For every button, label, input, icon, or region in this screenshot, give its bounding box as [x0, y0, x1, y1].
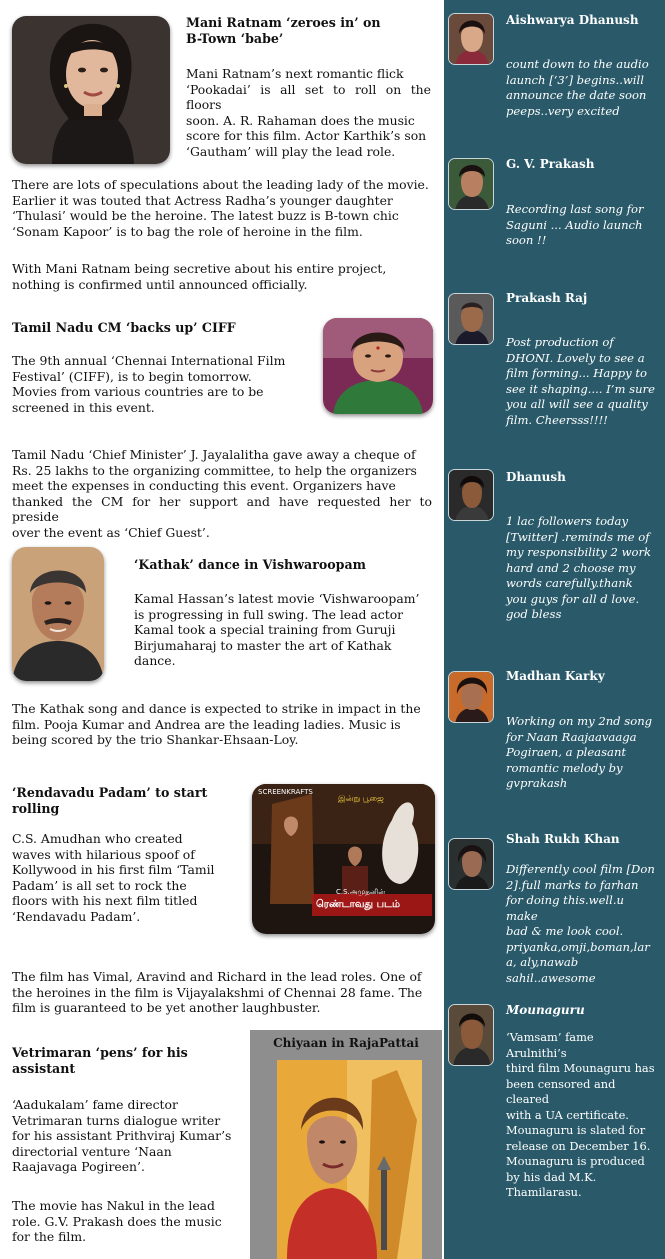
article-paragraph: The Kathak song and dance is expected to strike in impact in the film. Pooja Kumar and Andrea are the leading ladies. Music is being scored by the trio Shankar-Ehsaan-Loy. [12, 701, 421, 748]
poster-director: C.S.அமுதனின் [336, 888, 386, 896]
article-title: Vetrimaran ‘pens’ for his assistant [12, 1045, 188, 1076]
article-title: ‘Rendavadu Padam’ to start rolling [12, 785, 208, 816]
poster-title-tamil: ரெண்டாவது படம் [316, 899, 401, 910]
sonam-kapoor-photo [12, 16, 170, 164]
tweet-text: 1 lac followers today [Twitter] .reminds me of my responsibility 2 work hard and 2 choose my words carefully.thank you guys for all d love. god bless [506, 514, 652, 621]
avatar [448, 13, 494, 65]
avatar [448, 838, 494, 890]
jayalalitha-photo [323, 318, 433, 414]
tweets-sidebar [444, 0, 665, 1259]
avatar [448, 469, 494, 521]
article-title: Mani Ratnam ‘zeroes in’ on B-Town ‘babe’ [186, 15, 381, 46]
chiyaan-poster [277, 1060, 422, 1259]
article-paragraph: With Mani Ratnam being secretive about his entire project, nothing is confirmed until announced officially. [12, 261, 387, 292]
article-paragraph: The movie has Nakul in the lead role. G.V. Prakash does the music for the film. [12, 1198, 222, 1245]
poster-brand: SCREENKRAFTS [258, 788, 313, 796]
tweet-text: Working on my 2nd song for Naan Raajaavaaga Pogiraen, a pleasant romantic melody by gvprakash [506, 714, 653, 790]
tweet-author: G. V. Prakash [506, 157, 595, 171]
tweet-text: count down to the audio launch [‘3’] begins..will announce the date soon peeps..very excited [506, 57, 649, 118]
tweet-author: Prakash Raj [506, 291, 588, 305]
article-title: Tamil Nadu CM ‘backs up’ CIFF [12, 320, 236, 335]
article-title: ‘Kathak’ dance in Vishwaroopam [134, 557, 366, 572]
article-paragraph: Mani Ratnam’s next romantic flick ‘Pookadai’ is all set to roll on the floors soon. A. R. Rahaman does the music score for this film. Actor Karthik’s son ‘Gautham’ will play the lead role. [186, 66, 431, 159]
avatar [448, 1004, 494, 1066]
tweet-author: Aishwarya Dhanush [506, 13, 639, 27]
article-paragraph: There are lots of speculations about the leading lady of the movie. Earlier it was touted that Actress Radha’s younger daughter ‘Thulasi’ would be the heroine. The latest buzz is B-town chic ‘Sonam Kapoor’ is to bag the role of heroine in the film. [12, 177, 429, 239]
tweet-text: ‘Vamsam’ fame Arulnithi’s third film Mounaguru has been censored and cleared with a UA certificate. Mounaguru is slated for release on December 16. Mounaguru is produced by his dad M.K. Thamilarasu. [506, 1030, 655, 1199]
article-paragraph: ‘Aadukalam’ fame director Vetrimaran turns dialogue writer for his assistant Prithviraj Kumar’s directorial venture ‘Naan Raajavaga Pogireen’. [12, 1097, 232, 1175]
article-paragraph: The film has Vimal, Aravind and Richard in the lead roles. One of the heroines in the film is Vijayalakshmi of Chennai 28 fame. The film is guaranteed to be yet another laughbuster. [12, 969, 423, 1016]
avatar [448, 158, 494, 210]
avatar [448, 671, 494, 723]
article-paragraph: Tamil Nadu ‘Chief Minister’ J. Jayalalitha gave away a cheque of Rs. 25 lakhs to the organizing committee, to help the organizers meet the expenses in conducting this event. Organizers have thanked the CM for her support and have requested her to preside over the event as ‘Chief Guest’. [12, 447, 432, 540]
tweet-author: Dhanush [506, 470, 566, 484]
article-paragraph: Kamal Hassan’s latest movie ‘Vishwaroopam’ is progressing in full swing. The lead actor Kamal took a special training from Guruji Birjumaharaj to master the art of Kathak dance. [134, 591, 420, 669]
tweet-author: Shah Rukh Khan [506, 832, 620, 846]
tweet-text: Post production of DHONI. Lovely to see a film forming... Happy to see it shaping.... I’m sure you all will see a quality film. Cheersss!!!! [506, 335, 655, 427]
chiyaan-box [250, 1030, 442, 1259]
tweet-text: Recording last song for Saguni ... Audio launch soon !! [506, 202, 644, 247]
rendavadu-padam-poster [252, 784, 435, 934]
box-title: Chiyaan in RajaPattai [273, 1036, 419, 1050]
tweet-text: Differently cool film [Don 2].full marks to farhan for doing this.well.u make bad & me look cool. priyanka,omji,boman,lar a, aly,nawab sahil..awesome [506, 862, 655, 985]
article-paragraph: The 9th annual ‘Chennai International Film Festival’ (CIFF), is to begin tomorrow. Movies from various countries are to be screened in this event. [12, 353, 286, 415]
poster-top-text: இன்று பூஜை [338, 794, 384, 803]
tweet-author: Madhan Karky [506, 669, 605, 683]
article-paragraph: C.S. Amudhan who created waves with hilarious spoof of Kollywood in his first film ‘Tamil Padam’ is all set to rock the floors with his next film titled ‘Rendavadu Padam’. [12, 831, 215, 924]
kamal-hassan-photo [12, 547, 104, 681]
tweet-author: Mounaguru [506, 1003, 585, 1017]
avatar [448, 293, 494, 345]
